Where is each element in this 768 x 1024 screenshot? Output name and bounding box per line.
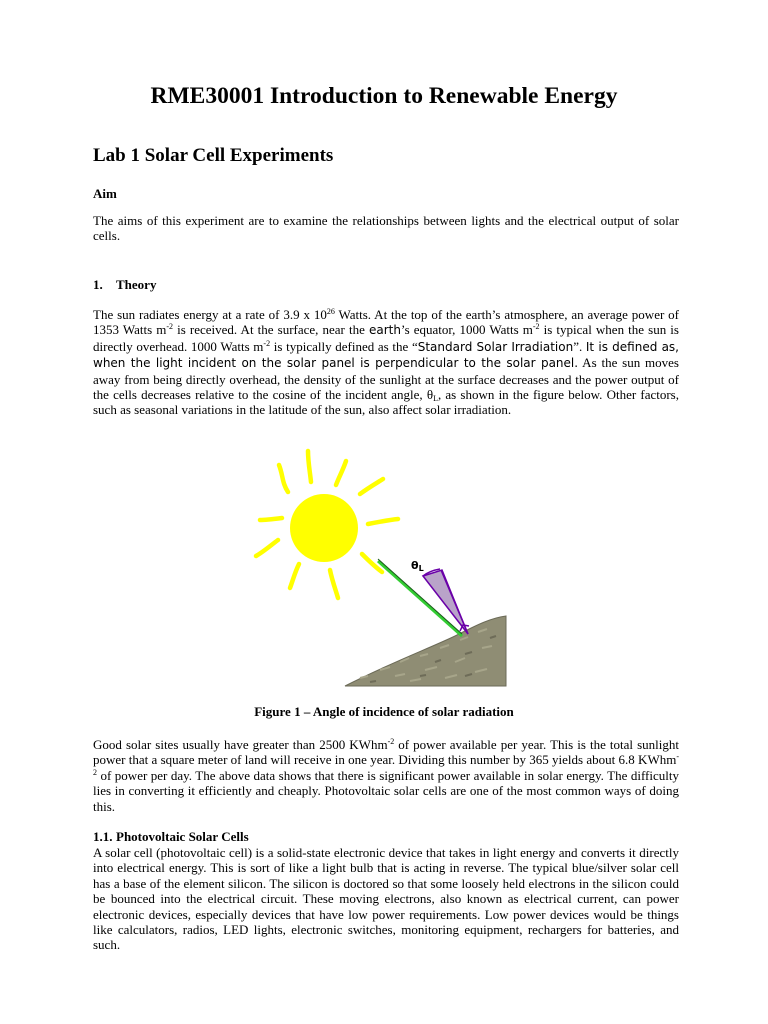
theory-text-segment: is typically defined as the “ — [270, 338, 418, 354]
theory-heading — [93, 277, 156, 293]
theory-text-segment: ”. — [573, 338, 586, 354]
solar-incidence-figure — [250, 448, 512, 690]
pv-section-heading — [93, 829, 249, 845]
solar-sites-text-segment: of power available per year. This is the total sunlight power that a square meter of land will receive in one year. Dividing this number by 365 yields about 6.8 KWhm — [93, 737, 679, 768]
theory-text-segment: earth — [368, 323, 401, 338]
theory-text-segment: The sun radiates energy at a rate of 3.9 x 10 — [93, 307, 327, 322]
theory-text-segment: As the sun moves away from being directly overhead, the density of the sunlight at the surface decreases and the power output of the cells decreases relative to the cosine of the incident angle, θ — [93, 355, 679, 403]
theory-text-segment: , as shown in the figure below. Other factors, such as seasonal variations in the latitude of the sun, also affect solar irradiation. — [93, 387, 679, 418]
solar-sites-text-segment: Good solar sites usually have greater than 2500 KWhm — [93, 737, 388, 752]
theory-number: 1. — [93, 277, 103, 292]
angle-symbol: θ — [411, 559, 419, 572]
solar-sites-text-segment: of power per day. The above data shows that there is significant power available in solar energy. The difficulty lies in converting it efficiently and cheaply. Photovoltaic solar cells are one of the most common ways of doing this. — [93, 767, 679, 814]
theory-text-segment: ’s equator, 1000 Watts m — [400, 322, 533, 338]
pv-section-label: Photovoltaic Solar Cells — [116, 829, 249, 844]
theory-paragraph — [93, 307, 679, 418]
aim-paragraph: The aims of this experiment are to examine the relationships between lights and the electrical output of solar cells. — [93, 213, 679, 244]
exponent: -2 — [532, 322, 540, 332]
theory-text-segment: is received. At the surface, near the — [173, 322, 369, 338]
aim-heading: Aim — [93, 186, 117, 201]
pv-section-number: 1.1. — [93, 829, 113, 844]
theory-text-segment: is typical when the sun is directly overhead. 1000 Watts m — [93, 322, 679, 354]
subscript: L — [433, 394, 438, 404]
angle-label — [411, 559, 424, 573]
figure-caption: Figure 1 – Angle of incidence of solar radiation — [254, 704, 514, 719]
theory-heading-label: Theory — [116, 277, 157, 292]
exponent: -2 — [93, 752, 679, 777]
pv-paragraph: A solar cell (photovoltaic cell) is a solid-state electronic device that takes in light energy and converts it directly into electrical energy. This is sort of like a light bulb that is acting in reverse. The typical blue/silver solar cell has a base of the element silicon. The silicon is doctored so that some loosely held electrons in the silicon could be bounced into the electrical circuit. These moving electrons, also known as electrical current, can power electronic devices, especially devices that have low power requirements. Low power devices would be things like calculators, radios, LED lights, electronic switches, monitoring equipment, rechargers for batteries, and such. — [93, 845, 679, 953]
solar-sites-paragraph — [93, 737, 679, 814]
exponent: 26 — [326, 307, 335, 316]
document-title: RME30001 Introduction to Renewable Energy — [150, 83, 618, 109]
exponent: -2 — [166, 322, 174, 332]
standard-solar-irradiation-term: Standard Solar Irradiation — [417, 339, 574, 354]
angle-subscript: L — [418, 564, 424, 573]
exponent: -2 — [387, 737, 395, 746]
theory-text-segment: Watts. At the top of the earth’s atmosphere, an average power of 1353 Watts m — [93, 307, 679, 338]
irradiation-definition: It is defined as, when the light incident on the solar panel is perpendicular to the solar panel. — [93, 339, 679, 371]
sun — [290, 494, 358, 562]
lab-title: Lab 1 Solar Cell Experiments — [93, 145, 334, 166]
exponent: -2 — [263, 338, 271, 348]
